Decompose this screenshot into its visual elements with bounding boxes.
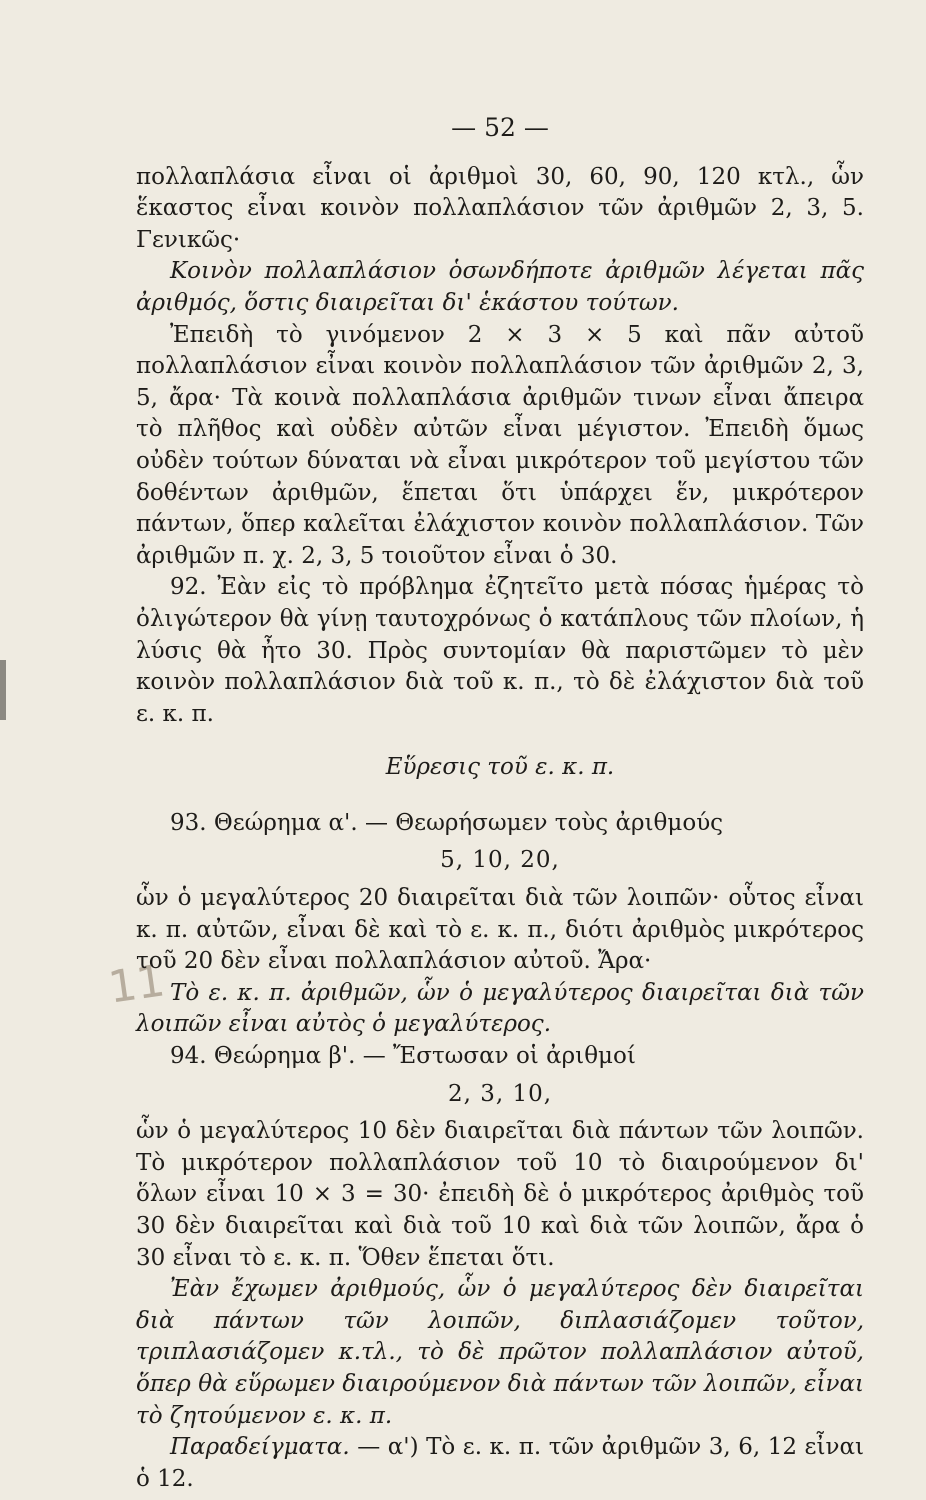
theorem-a: 93. Θεώρημα α'. — Θεωρήσωμεν τοὺς ἀριθμούς [170,809,724,836]
theorem-b: 94. Θεώρημα β'. — Ἔστωσαν οἱ ἀριθμοί [170,1043,636,1070]
definition-common-multiple: Κοινὸν πολλαπλάσιον ὁσωνδήποτε ἀριθμῶν λέγεται πᾶς ἀριθμός, ὅστις διαιρεῖται δι' ἑκάστου τούτων. [136,258,864,316]
section-heading: Εὕρεσις τοῦ ε. κ. π. [385,754,615,781]
numbers-example-2: 2, 3, 10, [447,1080,553,1107]
numbers-example-1: 5, 10, 20, [440,847,560,874]
paragraph-1: πολλαπλάσια εἶναι οἱ ἀριθμοὶ 30, 60, 90, 120 κτλ., ὧν ἕκαστος εἶναι κοινὸν πολλαπλάσιον τῶν ἀριθμῶν 2, 3, 5. Γενικῶς· [136,163,864,253]
paragraph-theorem-b-body: ὧν ὁ μεγαλύτερος 10 δὲν διαιρεῖται διὰ πάντων τῶν λοιπῶν. Τὸ μικρότερον πολλαπλάσιον τοῦ 10 τὸ διαιρούμενον δι' ὅλων εἶναι 10 × 3 = 30· ἐπειδὴ δὲ ὁ μικρότερος ἀριθμὸς τοῦ 30 δὲν διαιρεῖται καὶ διὰ τοῦ 10 καὶ διὰ τῶν λοιπῶν, ἄρα ὁ 30 εἶναι τὸ ε. κ. π. Ὅθεν ἕπεται ὅτι. [136,1118,864,1271]
page-edge-shadow [0,660,6,720]
rule-theorem-b: Ἐὰν ἔχωμεν ἀριθμούς, ὧν ὁ μεγαλύτερος δὲν διαιρεῖται διὰ πάντων τῶν λοιπῶν, διπλασιάζομεν τοῦτον, τριπλασιάζομεν κ.τλ., τὸ δὲ πρῶτον πολλαπλάσιον αὐτοῦ, ὅπερ θὰ εὕρωμεν διαιρούμενον διὰ πάντων τῶν λοιπῶν, εἶναι τὸ ζητούμενον ε. κ. π. [136,1276,864,1429]
pencil-margin-mark: 11 [105,955,168,1014]
text-block [136,112,864,1495]
examples-text: — α') Τὸ ε. κ. π. τῶν ἀριθμῶν 3, 6, 12 εἶναι ὁ 12. [136,1434,864,1492]
page-number: — 52 — [451,113,549,142]
examples-label: Παραδείγματα. [170,1434,350,1461]
paragraph-theorem-a-body: ὧν ὁ μεγαλύτερος 20 διαιρεῖται διὰ τῶν λοιπῶν· οὗτος εἶναι κ. π. αὐτῶν, εἶναι δὲ καὶ τὸ ε. κ. π., διότι ἀριθμὸς μικρότερος τοῦ 20 δὲν εἶναι πολλαπλάσιον αὐτοῦ. Ἄρα· [136,885,864,975]
paragraph-3: Ἐπειδὴ τὸ γινόμενον 2 × 3 × 5 καὶ πᾶν αὐτοῦ πολλαπλάσιον εἶναι κοινὸν πολλαπλάσιον τῶν ἀριθμῶν 2, 3, 5, ἄρα· Τὰ κοινὰ πολλαπλάσια ἀριθμῶν τινων εἶναι ἄπειρα τὸ πλῆθος καὶ οὐδὲν αὐτῶν εἶναι μέγιστον. Ἐπειδὴ ὅμως οὐδὲν τούτων δύναται νὰ εἶναι μικρότερον τοῦ μεγίστου τῶν δοθέντων ἀριθμῶν, ἕπεται ὅτι ὑπάρχει ἕν, μικρότερον πάντων, ὅπερ καλεῖται ἐλάχιστον κοινὸν πολλαπλάσιον. Τῶν ἀριθμῶν π. χ. 2, 3, 5 τοιοῦτον εἶναι ὁ 30. [136,321,864,569]
examples-paragraph [136,1432,864,1495]
paragraph-92: 92. Ἐὰν εἰς τὸ πρόβλημα ἐζητεῖτο μετὰ πόσας ἡμέρας τὸ ὀλιγώτερον θὰ γίνῃ ταυτοχρόνως ὁ κατάπλους τῶν πλοίων, ἡ λύσις θὰ ἦτο 30. Πρὸς συντομίαν θὰ παριστῶμεν τὸ μὲν κοινὸν πολλαπλάσιον διὰ τοῦ κ. π., τὸ δὲ ἐλάχιστον διὰ τοῦ ε. κ. π. [136,574,864,727]
rule-theorem-a: Τὸ ε. κ. π. ἀριθμῶν, ὧν ὁ μεγαλύτερος διαιρεῖται διὰ τῶν λοιπῶν εἶναι αὐτὸς ὁ μεγαλύτερος. [136,979,864,1038]
